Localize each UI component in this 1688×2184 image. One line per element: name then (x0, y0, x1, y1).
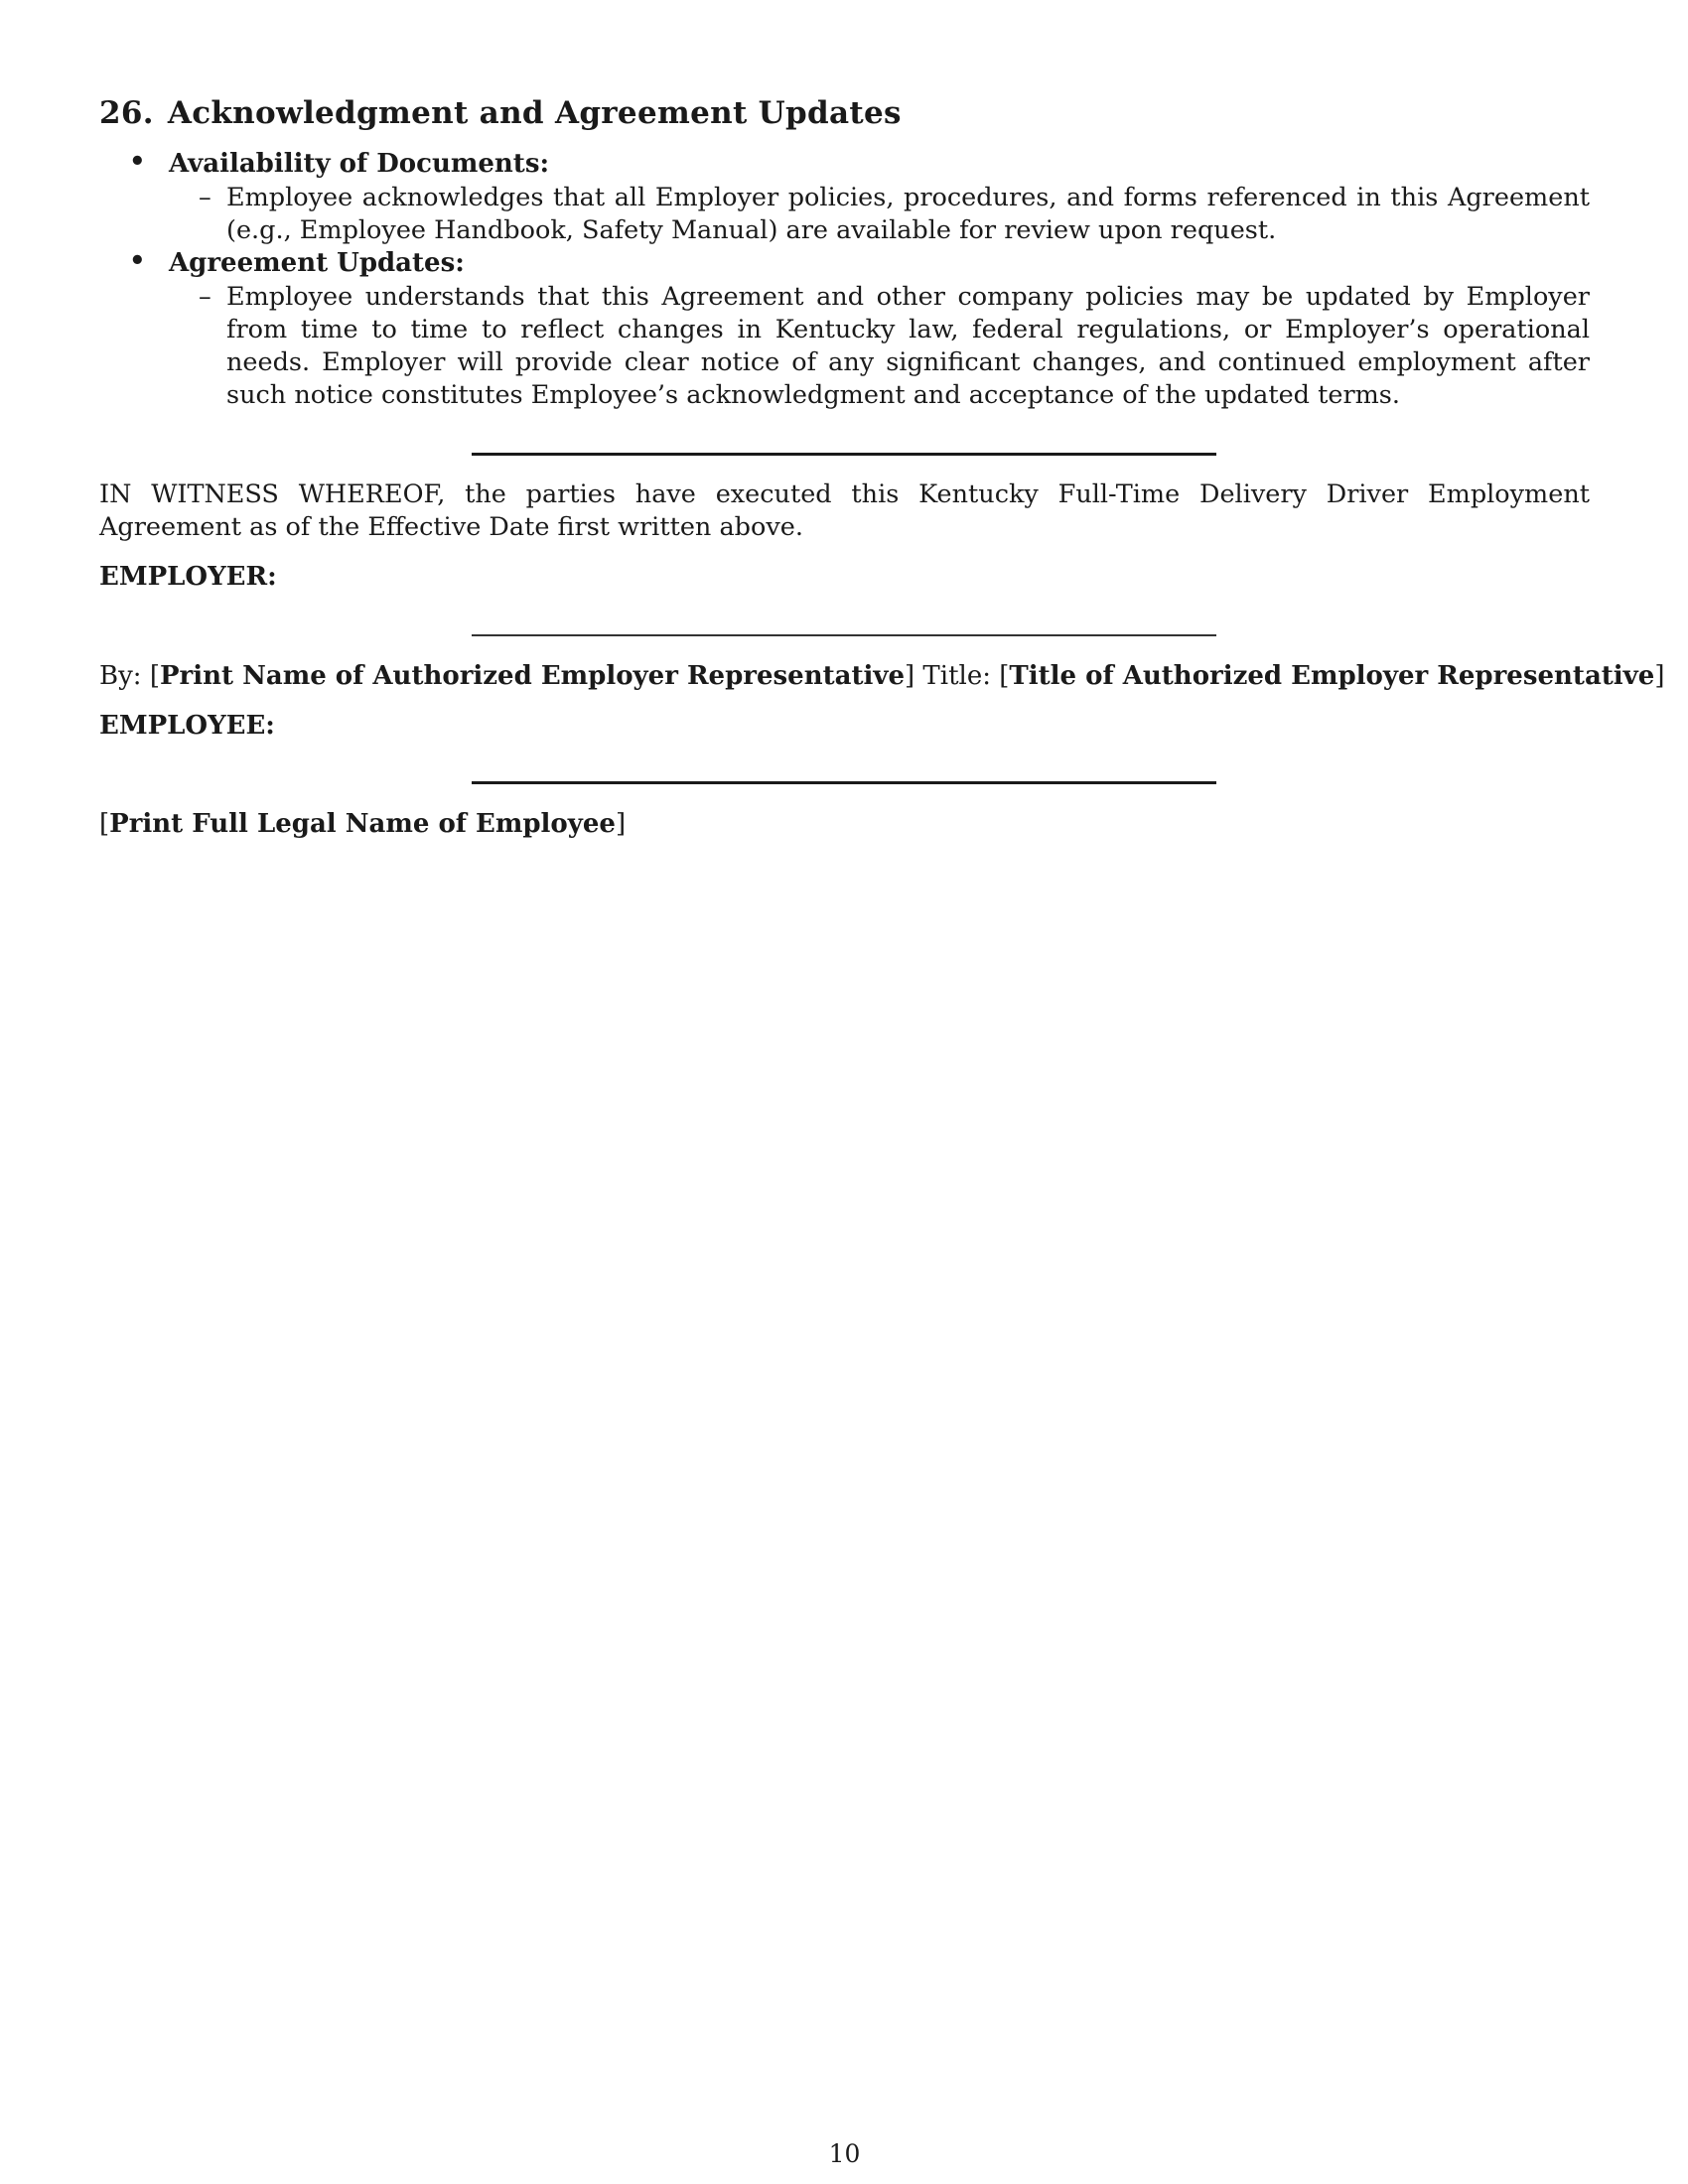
dash-marker: – (199, 282, 211, 312)
employee-signature-line (472, 781, 1216, 784)
bracket-open: [ (149, 661, 160, 691)
employer-signature-line (472, 634, 1216, 636)
section-title: Acknowledgment and Agreement Updates (167, 95, 902, 131)
bracket-open: [ (999, 661, 1010, 691)
witness-paragraph: IN WITNESS WHEREOF, the parties have executed this Kentucky Full-Time Delivery Driver Employment Agreement as of the Effective Date first written above. (99, 479, 1590, 542)
bullet-marker: • (129, 246, 146, 276)
bullet-agreement-updates (129, 248, 465, 278)
employer-title-placeholder: Title of Authorized Employer Representative (1009, 661, 1655, 691)
bracket-close: ] (905, 661, 915, 691)
employer-heading: EMPLOYER: (99, 562, 277, 592)
bullet-label: Agreement Updates: (169, 248, 465, 278)
sub-item-text: Employee understands that this Agreement and other company policies may be updated by Employer from time to time to reflect changes in Kentucky law, federal regulations, or Employer’s operational needs. Employer will provide clear notice of any significant changes, and continued employment after such notice constitutes Employee’s acknowledgment and acceptance of the updated terms. (226, 282, 1590, 410)
dash-marker: – (199, 183, 211, 212)
section-divider (472, 453, 1216, 456)
bracket-open: [ (99, 809, 110, 839)
page-number: 10 (828, 2139, 861, 2168)
bullet-availability (129, 149, 549, 179)
employee-signature-block (99, 809, 626, 839)
bracket-close: ] (1654, 661, 1665, 691)
document-page (99, 0, 1665, 2184)
employee-name-placeholder: Print Full Legal Name of Employee (109, 809, 616, 839)
section-number: 26. (99, 95, 154, 131)
by-label: By: (99, 661, 142, 691)
employee-heading: EMPLOYEE: (99, 711, 275, 741)
bullet-marker: • (129, 147, 146, 177)
sub-item-text: Employee acknowledges that all Employer policies, procedures, and forms referenced in this Agreement (e.g., Employee Handbook, Safety Manual) are available for review upon request. (226, 183, 1590, 245)
employer-name-placeholder: Print Name of Authorized Employer Representative (159, 661, 905, 691)
bracket-close: ] (615, 809, 627, 839)
bullet-label: Availability of Documents: (169, 149, 550, 179)
title-label: Title: (922, 661, 991, 691)
sub-item-availability (199, 182, 1590, 247)
sub-item-agreement-updates (199, 281, 1590, 412)
employer-signature-block (99, 661, 1664, 691)
section-heading (99, 95, 902, 131)
